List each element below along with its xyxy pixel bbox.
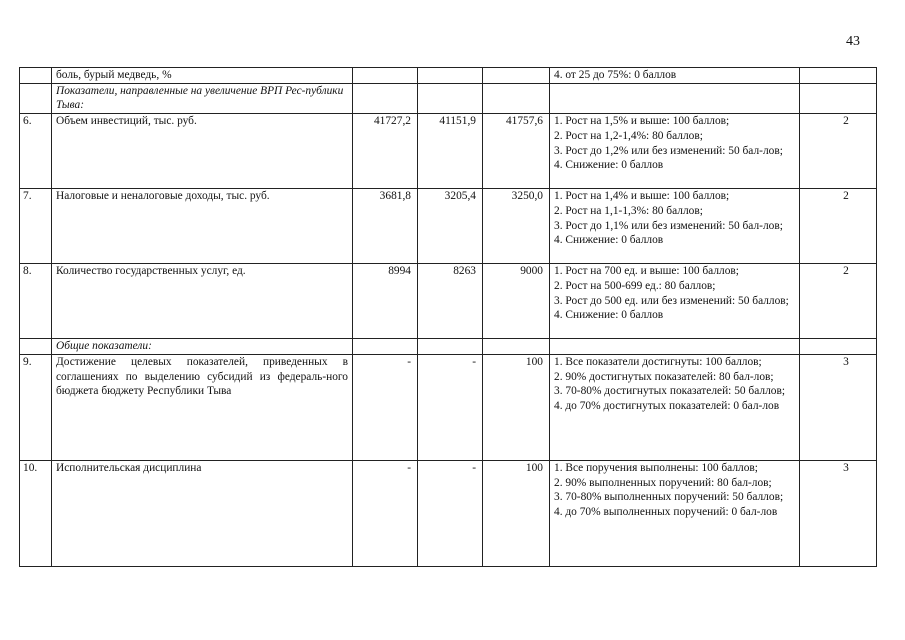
criteria-line: 3. Рост до 1,2% или без изменений: 50 бал-лов;	[554, 144, 783, 157]
value-year-1: 41727,2	[353, 114, 418, 189]
value-year-3: 41757,6	[483, 114, 550, 189]
weight: 2	[800, 114, 877, 189]
value-year-3: 100	[483, 354, 550, 460]
empty-cell	[800, 83, 877, 113]
value-year-1: -	[353, 460, 418, 566]
table-row	[20, 189, 877, 264]
empty-cell	[418, 339, 483, 355]
criteria-line: 4. до 70% выполненных поручений: 0 бал-лов	[554, 505, 778, 518]
empty-cell	[418, 83, 483, 113]
criteria-cell	[550, 68, 800, 84]
indicator-name: Количество государственных услуг, ед.	[52, 264, 353, 339]
empty-cell	[353, 339, 418, 355]
criteria-cell	[550, 264, 800, 339]
value-year-1: 8994	[353, 264, 418, 339]
row-number: 6.	[20, 114, 52, 189]
row-number	[20, 83, 52, 113]
weight: 2	[800, 189, 877, 264]
value-year-2: 41151,9	[418, 114, 483, 189]
criteria-line: 1. Рост на 1,4% и выше: 100 баллов;	[554, 190, 730, 203]
value-year-2: -	[418, 354, 483, 460]
indicator-name: Исполнительская дисциплина	[52, 460, 353, 566]
indicator-name: Объем инвестиций, тыс. руб.	[52, 114, 353, 189]
row-number	[20, 68, 52, 84]
criteria-line: 4. от 25 до 75%: 0 баллов	[554, 69, 677, 81]
criteria-cell	[550, 189, 800, 264]
section-row	[20, 339, 877, 355]
row-number: 9.	[20, 354, 52, 460]
indicator-name: Налоговые и неналоговые доходы, тыс. руб.	[52, 189, 353, 264]
weight	[800, 68, 877, 84]
row-number	[20, 339, 52, 355]
weight: 3	[800, 354, 877, 460]
value-year-2: -	[418, 460, 483, 566]
section-title: Показатели, направленные на увеличение ВРП Рес-публики Тыва:	[52, 83, 353, 113]
criteria-line: 1. Рост на 1,5% и выше: 100 баллов;	[554, 115, 730, 128]
section-row	[20, 83, 877, 113]
indicator-name: боль, бурый медведь, %	[52, 68, 353, 84]
value-year-3: 100	[483, 460, 550, 566]
value-year-1	[353, 68, 418, 84]
value-year-3: 9000	[483, 264, 550, 339]
page-number: 43	[846, 34, 860, 49]
criteria-line: 2. 90% достигнутых показателей: 80 бал-лов;	[554, 370, 774, 383]
empty-cell	[800, 339, 877, 355]
table-row	[20, 68, 877, 84]
criteria-line: 3. 70-80% достигнутых показателей: 50 баллов;	[554, 385, 785, 398]
value-year-3	[483, 68, 550, 84]
criteria-line: 4. до 70% достигнутых показателей: 0 бал-лов	[554, 399, 780, 412]
empty-cell	[550, 83, 800, 113]
value-year-1: 3681,8	[353, 189, 418, 264]
criteria-line: 2. 90% выполненных поручений: 80 бал-лов;	[554, 476, 772, 489]
empty-cell	[483, 339, 550, 355]
criteria-cell	[550, 460, 800, 566]
criteria-line: 2. Рост на 1,2-1,4%: 80 баллов;	[554, 129, 703, 142]
table-row	[20, 354, 877, 460]
criteria-line: 3. 70-80% выполненных поручений: 50 баллов;	[554, 491, 784, 504]
empty-cell	[483, 83, 550, 113]
value-year-1: -	[353, 354, 418, 460]
criteria-cell	[550, 354, 800, 460]
criteria-line: 1. Рост на 700 ед. и выше: 100 баллов;	[554, 265, 739, 278]
row-number: 8.	[20, 264, 52, 339]
value-year-3: 3250,0	[483, 189, 550, 264]
value-year-2: 8263	[418, 264, 483, 339]
criteria-line: 1. Все поручения выполнены: 100 баллов;	[554, 461, 758, 474]
table-row	[20, 460, 877, 566]
value-year-2	[418, 68, 483, 84]
indicator-name: Достижение целевых показателей, приведенных в соглашениях по выделению субсидий из федераль-ного бюджета бюджету Республики Тыва	[52, 354, 353, 460]
empty-cell	[550, 339, 800, 355]
criteria-line: 1. Все показатели достигнуты: 100 баллов;	[554, 355, 762, 368]
table-row	[20, 114, 877, 189]
criteria-line: 4. Снижение: 0 баллов	[554, 234, 664, 247]
row-number: 7.	[20, 189, 52, 264]
row-number: 10.	[20, 460, 52, 566]
criteria-line: 2. Рост на 500-699 ед.: 80 баллов;	[554, 279, 716, 292]
table-row	[20, 264, 877, 339]
weight: 3	[800, 460, 877, 566]
value-year-2: 3205,4	[418, 189, 483, 264]
empty-cell	[353, 83, 418, 113]
criteria-line: 2. Рост на 1,1-1,3%: 80 баллов;	[554, 204, 703, 217]
criteria-line: 3. Рост до 500 ед. или без изменений: 50 баллов;	[554, 294, 789, 307]
criteria-line: 4. Снижение: 0 баллов	[554, 159, 664, 172]
weight: 2	[800, 264, 877, 339]
section-title: Общие показатели:	[52, 339, 353, 355]
criteria-line: 4. Снижение: 0 баллов	[554, 309, 664, 322]
indicators-table	[19, 67, 877, 567]
criteria-cell	[550, 114, 800, 189]
criteria-line: 3. Рост до 1,1% или без изменений: 50 бал-лов;	[554, 219, 783, 232]
